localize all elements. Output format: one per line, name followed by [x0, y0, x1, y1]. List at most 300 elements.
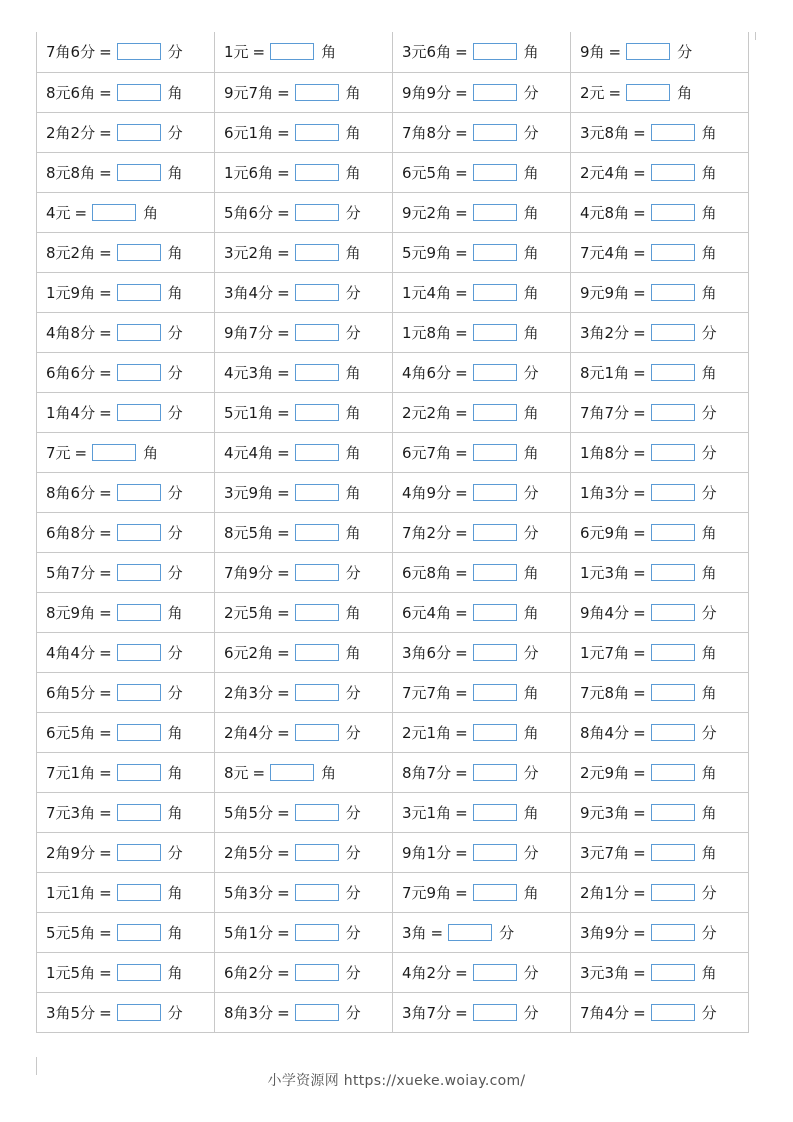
- exercise-cell: [393, 552, 571, 592]
- unit-label: 角: [167, 923, 183, 942]
- answer-box[interactable]: [295, 724, 339, 741]
- exercise-cell: [215, 672, 393, 712]
- question-text: 6角6分: [46, 363, 96, 382]
- exercise-cell: [571, 912, 749, 952]
- answer-box[interactable]: [651, 884, 695, 901]
- answer-box[interactable]: [270, 43, 314, 60]
- unit-label: 分: [523, 523, 539, 542]
- answer-box[interactable]: [651, 204, 695, 221]
- equals-sign: =: [277, 203, 290, 222]
- unit-label: 角: [523, 683, 539, 702]
- equals-sign: =: [633, 763, 646, 782]
- equals-sign: =: [252, 763, 266, 782]
- exercise-cell: [37, 112, 215, 152]
- exercise-cell: [37, 152, 215, 192]
- exercise-cell: [393, 312, 571, 352]
- exercise-cell: [393, 192, 571, 232]
- answer-box[interactable]: [295, 364, 339, 381]
- answer-box[interactable]: [92, 204, 136, 221]
- equals-sign: =: [277, 403, 290, 422]
- answer-box[interactable]: [295, 84, 339, 101]
- answer-box[interactable]: [651, 244, 695, 261]
- equals-sign: =: [633, 523, 646, 542]
- unit-label: 角: [523, 403, 539, 422]
- answer-box[interactable]: [473, 724, 517, 741]
- answer-box[interactable]: [295, 124, 339, 141]
- answer-box[interactable]: [651, 564, 695, 581]
- equals-sign: =: [455, 883, 468, 902]
- answer-box[interactable]: [117, 964, 161, 981]
- unit-label: 分: [345, 923, 361, 942]
- exercise-cell: [215, 472, 393, 512]
- unit-label: 角: [523, 43, 539, 62]
- exercise-row: [37, 912, 749, 952]
- question-text: 4角8分: [46, 323, 96, 342]
- answer-box[interactable]: [295, 324, 339, 341]
- equals-sign: =: [277, 723, 290, 742]
- equals-sign: =: [633, 843, 646, 862]
- question-text: 5角5分: [224, 803, 274, 822]
- exercise-cell: [215, 432, 393, 472]
- equals-sign: =: [455, 643, 468, 662]
- exercise-grid-body: [37, 32, 749, 1032]
- equals-sign: =: [99, 403, 112, 422]
- equals-sign: =: [633, 803, 646, 822]
- exercise-row: [37, 392, 749, 432]
- exercise-cell: [37, 72, 215, 112]
- unit-label: 分: [701, 723, 717, 742]
- answer-box[interactable]: [473, 884, 517, 901]
- equals-sign: =: [430, 923, 444, 942]
- answer-box[interactable]: [117, 564, 161, 581]
- question-text: 5元5角: [46, 923, 96, 942]
- equals-sign: =: [455, 243, 468, 262]
- answer-box[interactable]: [117, 724, 161, 741]
- answer-box[interactable]: [117, 164, 161, 181]
- question-text: 4元3角: [224, 363, 274, 382]
- answer-box[interactable]: [295, 684, 339, 701]
- exercise-row: [37, 992, 749, 1032]
- answer-box[interactable]: [651, 924, 695, 941]
- equals-sign: =: [455, 523, 468, 542]
- unit-label: 分: [345, 683, 361, 702]
- exercise-cell: [37, 32, 215, 72]
- unit-label: 角: [345, 83, 361, 102]
- question-text: 6元8角: [402, 563, 452, 582]
- answer-box[interactable]: [473, 644, 517, 661]
- answer-box[interactable]: [448, 924, 492, 941]
- answer-box[interactable]: [651, 764, 695, 781]
- answer-box[interactable]: [473, 43, 517, 60]
- equals-sign: =: [277, 363, 290, 382]
- answer-box[interactable]: [295, 284, 339, 301]
- question-text: 1元6角: [224, 163, 274, 182]
- answer-box[interactable]: [473, 444, 517, 461]
- answer-box[interactable]: [295, 444, 339, 461]
- unit-label: 角: [701, 843, 717, 862]
- unit-label: 分: [167, 403, 183, 422]
- unit-label: 角: [345, 403, 361, 422]
- question-text: 4角4分: [46, 643, 96, 662]
- exercise-cell: [37, 632, 215, 672]
- equals-sign: =: [633, 963, 646, 982]
- unit-label: 分: [701, 1003, 717, 1022]
- answer-box[interactable]: [295, 924, 339, 941]
- answer-box[interactable]: [473, 324, 517, 341]
- question-text: 3元6角: [402, 43, 452, 62]
- exercise-cell: [215, 552, 393, 592]
- answer-box[interactable]: [651, 724, 695, 741]
- answer-box[interactable]: [295, 644, 339, 661]
- unit-label: 分: [499, 923, 515, 942]
- exercise-cell: [215, 832, 393, 872]
- equals-sign: =: [455, 203, 468, 222]
- answer-box[interactable]: [295, 884, 339, 901]
- answer-box[interactable]: [473, 1004, 517, 1021]
- unit-label: 分: [701, 323, 717, 342]
- exercise-cell: [37, 432, 215, 472]
- exercise-row: [37, 592, 749, 632]
- answer-box[interactable]: [117, 124, 161, 141]
- answer-box[interactable]: [117, 524, 161, 541]
- question-text: 3元7角: [580, 843, 630, 862]
- equals-sign: =: [455, 603, 468, 622]
- question-text: 2元1角: [402, 723, 452, 742]
- equals-sign: =: [455, 483, 468, 502]
- equals-sign: =: [277, 803, 290, 822]
- exercise-cell: [37, 832, 215, 872]
- answer-box[interactable]: [117, 244, 161, 261]
- exercise-cell: [37, 232, 215, 272]
- unit-label: 分: [523, 843, 539, 862]
- exercise-cell: [37, 992, 215, 1032]
- answer-box[interactable]: [473, 284, 517, 301]
- question-text: 6元7角: [402, 443, 452, 462]
- question-text: 2元9角: [580, 763, 630, 782]
- unit-label: 角: [345, 243, 361, 262]
- unit-label: 分: [701, 483, 717, 502]
- answer-box[interactable]: [473, 764, 517, 781]
- unit-label: 分: [677, 43, 693, 62]
- unit-label: 分: [167, 523, 183, 542]
- question-text: 6角5分: [46, 683, 96, 702]
- answer-box[interactable]: [295, 564, 339, 581]
- answer-box[interactable]: [117, 684, 161, 701]
- exercise-row: [37, 832, 749, 872]
- answer-box[interactable]: [117, 884, 161, 901]
- answer-box[interactable]: [117, 324, 161, 341]
- answer-box[interactable]: [117, 804, 161, 821]
- answer-box[interactable]: [117, 764, 161, 781]
- equals-sign: =: [633, 283, 646, 302]
- answer-box[interactable]: [473, 844, 517, 861]
- question-text: 6元1角: [224, 123, 274, 142]
- answer-box[interactable]: [117, 284, 161, 301]
- equals-sign: =: [633, 443, 646, 462]
- question-text: 7元9角: [402, 883, 452, 902]
- answer-box[interactable]: [473, 404, 517, 421]
- answer-box[interactable]: [117, 1004, 161, 1021]
- exercise-cell: [571, 192, 749, 232]
- question-text: 3角9分: [580, 923, 630, 942]
- exercise-row: [37, 272, 749, 312]
- unit-label: 角: [523, 803, 539, 822]
- exercise-cell: [571, 232, 749, 272]
- unit-label: 角: [701, 763, 717, 782]
- exercise-row: [37, 312, 749, 352]
- equals-sign: =: [99, 963, 112, 982]
- answer-box[interactable]: [651, 524, 695, 541]
- answer-box[interactable]: [117, 404, 161, 421]
- unit-label: 角: [701, 203, 717, 222]
- answer-box[interactable]: [295, 844, 339, 861]
- unit-label: 角: [167, 243, 183, 262]
- answer-box[interactable]: [473, 604, 517, 621]
- answer-box[interactable]: [473, 164, 517, 181]
- equals-sign: =: [99, 803, 112, 822]
- answer-box[interactable]: [473, 364, 517, 381]
- unit-label: 分: [523, 483, 539, 502]
- unit-label: 分: [167, 323, 183, 342]
- answer-box[interactable]: [295, 244, 339, 261]
- unit-label: 分: [167, 683, 183, 702]
- question-text: 7角4分: [580, 1003, 630, 1022]
- answer-box[interactable]: [651, 644, 695, 661]
- unit-label: 角: [167, 883, 183, 902]
- exercise-cell: [37, 552, 215, 592]
- answer-box[interactable]: [117, 844, 161, 861]
- answer-box[interactable]: [626, 84, 670, 101]
- exercise-cell: [571, 272, 749, 312]
- answer-box[interactable]: [473, 244, 517, 261]
- answer-box[interactable]: [473, 524, 517, 541]
- answer-box[interactable]: [117, 924, 161, 941]
- answer-box[interactable]: [295, 204, 339, 221]
- answer-box[interactable]: [117, 644, 161, 661]
- equals-sign: =: [277, 923, 290, 942]
- equals-sign: =: [455, 963, 468, 982]
- grid-edge-line: [755, 32, 756, 40]
- answer-box[interactable]: [473, 564, 517, 581]
- equals-sign: =: [455, 563, 468, 582]
- question-text: 6元9角: [580, 523, 630, 542]
- question-text: 3元3角: [580, 963, 630, 982]
- exercise-cell: [393, 992, 571, 1032]
- answer-box[interactable]: [651, 324, 695, 341]
- exercise-row: [37, 752, 749, 792]
- question-text: 7角2分: [402, 523, 452, 542]
- exercise-cell: [571, 432, 749, 472]
- question-text: 6角8分: [46, 523, 96, 542]
- answer-box[interactable]: [473, 484, 517, 501]
- equals-sign: =: [99, 523, 112, 542]
- question-text: 4角2分: [402, 963, 452, 982]
- question-text: 2元4角: [580, 163, 630, 182]
- exercise-cell: [571, 552, 749, 592]
- answer-box[interactable]: [651, 164, 695, 181]
- answer-box[interactable]: [651, 964, 695, 981]
- answer-box[interactable]: [117, 484, 161, 501]
- exercise-cell: [215, 712, 393, 752]
- answer-box[interactable]: [473, 804, 517, 821]
- exercise-cell: [393, 352, 571, 392]
- question-text: 5元9角: [402, 243, 452, 262]
- exercise-cell: [393, 752, 571, 792]
- question-text: 6元5角: [402, 163, 452, 182]
- answer-box[interactable]: [626, 43, 670, 60]
- unit-label: 角: [523, 323, 539, 342]
- question-text: 1元8角: [402, 323, 452, 342]
- answer-box[interactable]: [651, 684, 695, 701]
- answer-box[interactable]: [295, 484, 339, 501]
- unit-label: 分: [523, 123, 539, 142]
- question-text: 7角9分: [224, 563, 274, 582]
- exercise-cell: [215, 112, 393, 152]
- exercise-cell: [37, 192, 215, 232]
- equals-sign: =: [455, 123, 468, 142]
- question-text: 2角1分: [580, 883, 630, 902]
- answer-box[interactable]: [651, 804, 695, 821]
- answer-box[interactable]: [651, 404, 695, 421]
- equals-sign: =: [633, 123, 646, 142]
- unit-label: 分: [701, 443, 717, 462]
- unit-label: 分: [167, 843, 183, 862]
- unit-label: 角: [167, 603, 183, 622]
- exercise-row: [37, 72, 749, 112]
- unit-label: 分: [167, 1003, 183, 1022]
- equals-sign: =: [455, 1003, 468, 1022]
- answer-box[interactable]: [295, 804, 339, 821]
- equals-sign: =: [455, 163, 468, 182]
- unit-label: 角: [701, 363, 717, 382]
- unit-label: 分: [345, 883, 361, 902]
- exercise-row: [37, 432, 749, 472]
- question-text: 9元7角: [224, 83, 274, 102]
- unit-label: 角: [345, 363, 361, 382]
- exercise-cell: [37, 792, 215, 832]
- answer-box[interactable]: [651, 364, 695, 381]
- question-text: 8角4分: [580, 723, 630, 742]
- exercise-row: [37, 672, 749, 712]
- answer-box[interactable]: [651, 1004, 695, 1021]
- question-text: 4元: [46, 203, 71, 222]
- exercise-cell: [37, 672, 215, 712]
- question-text: 8元2角: [46, 243, 96, 262]
- question-text: 9元3角: [580, 803, 630, 822]
- answer-box[interactable]: [117, 84, 161, 101]
- answer-box[interactable]: [651, 484, 695, 501]
- unit-label: 分: [701, 403, 717, 422]
- answer-box[interactable]: [473, 124, 517, 141]
- unit-label: 角: [701, 523, 717, 542]
- question-text: 7角8分: [402, 123, 452, 142]
- question-text: 3角5分: [46, 1003, 96, 1022]
- exercise-cell: [571, 992, 749, 1032]
- unit-label: 角: [345, 523, 361, 542]
- exercise-cell: [37, 872, 215, 912]
- answer-box[interactable]: [295, 404, 339, 421]
- equals-sign: =: [633, 643, 646, 662]
- unit-label: 角: [321, 763, 337, 782]
- unit-label: 角: [523, 443, 539, 462]
- answer-box[interactable]: [270, 764, 314, 781]
- equals-sign: =: [99, 243, 112, 262]
- exercise-cell: [571, 472, 749, 512]
- exercise-cell: [393, 232, 571, 272]
- question-text: 3角7分: [402, 1003, 452, 1022]
- exercise-cell: [571, 592, 749, 632]
- exercise-cell: [571, 352, 749, 392]
- exercise-cell: [37, 592, 215, 632]
- exercise-cell: [215, 352, 393, 392]
- question-text: 5元1角: [224, 403, 274, 422]
- question-text: 1元: [224, 43, 249, 62]
- answer-box[interactable]: [651, 604, 695, 621]
- answer-box[interactable]: [473, 684, 517, 701]
- equals-sign: =: [277, 843, 290, 862]
- unit-label: 角: [701, 243, 717, 262]
- question-text: 7元1角: [46, 763, 96, 782]
- exercise-cell: [571, 672, 749, 712]
- answer-box[interactable]: [651, 844, 695, 861]
- answer-box[interactable]: [295, 164, 339, 181]
- equals-sign: =: [455, 443, 468, 462]
- question-text: 2角3分: [224, 683, 274, 702]
- question-text: 8元1角: [580, 363, 630, 382]
- exercise-cell: [571, 752, 749, 792]
- exercise-cell: [215, 952, 393, 992]
- answer-box[interactable]: [295, 1004, 339, 1021]
- question-text: 1元5角: [46, 963, 96, 982]
- question-text: 9角7分: [224, 323, 274, 342]
- question-text: 3角2分: [580, 323, 630, 342]
- exercise-cell: [37, 352, 215, 392]
- answer-box[interactable]: [295, 524, 339, 541]
- unit-label: 角: [167, 83, 183, 102]
- equals-sign: =: [633, 883, 646, 902]
- answer-box[interactable]: [295, 604, 339, 621]
- answer-box[interactable]: [473, 84, 517, 101]
- exercise-cell: [37, 912, 215, 952]
- question-text: 8角6分: [46, 483, 96, 502]
- question-text: 8元: [224, 763, 249, 782]
- unit-label: 分: [523, 1003, 539, 1022]
- answer-box[interactable]: [651, 444, 695, 461]
- answer-box[interactable]: [295, 964, 339, 981]
- answer-box[interactable]: [473, 204, 517, 221]
- answer-box[interactable]: [117, 364, 161, 381]
- question-text: 7元7角: [402, 683, 452, 702]
- exercise-cell: [571, 792, 749, 832]
- unit-label: 角: [523, 163, 539, 182]
- answer-box[interactable]: [117, 43, 161, 60]
- equals-sign: =: [99, 483, 112, 502]
- answer-box[interactable]: [651, 124, 695, 141]
- unit-label: 分: [701, 923, 717, 942]
- answer-box[interactable]: [117, 604, 161, 621]
- question-text: 5角1分: [224, 923, 274, 942]
- answer-box[interactable]: [92, 444, 136, 461]
- equals-sign: =: [633, 323, 646, 342]
- equals-sign: =: [277, 523, 290, 542]
- exercise-row: [37, 152, 749, 192]
- equals-sign: =: [633, 243, 646, 262]
- question-text: 1角4分: [46, 403, 96, 422]
- equals-sign: =: [633, 723, 646, 742]
- answer-box[interactable]: [651, 284, 695, 301]
- answer-box[interactable]: [473, 964, 517, 981]
- unit-label: 角: [167, 763, 183, 782]
